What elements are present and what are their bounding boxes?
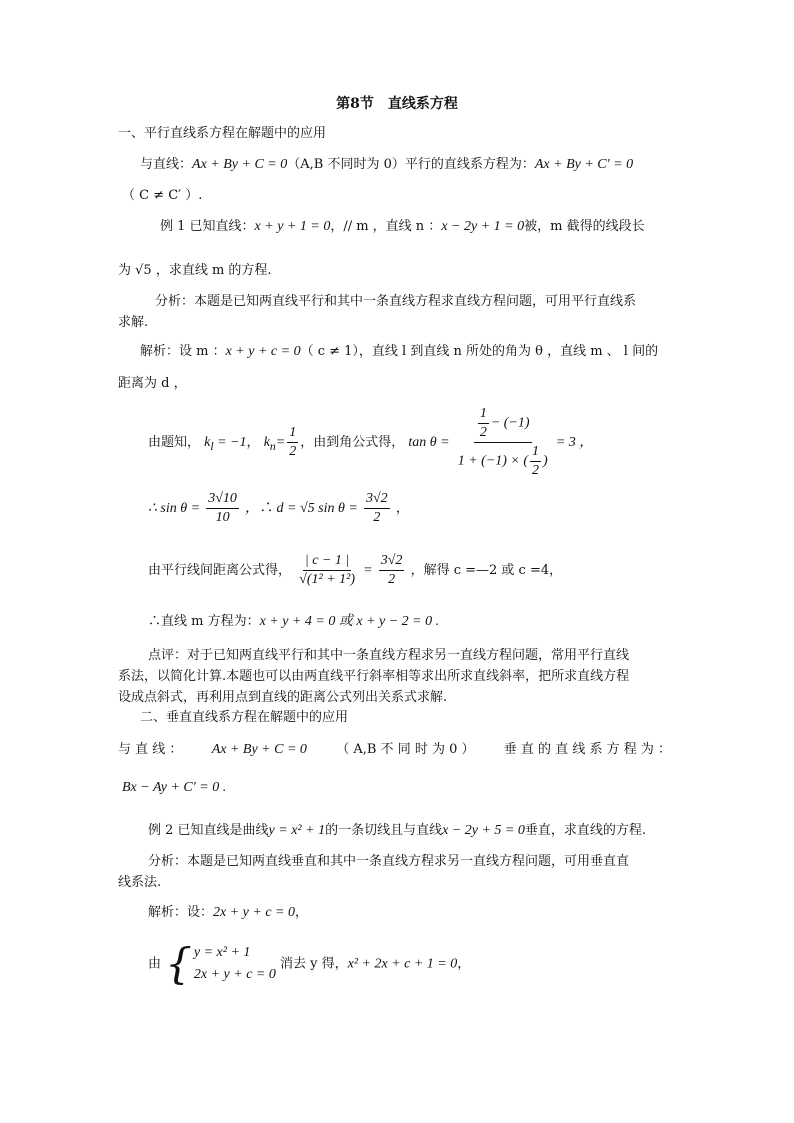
example1-line1: 例 1 已知直线：x + y + 1 = 0，// m ，直线 n ：x − 2y + 1 = 0被，m 截得的线段长 — [160, 219, 645, 234]
equation: Ax + By + C = 0 — [192, 157, 288, 172]
fraction: $\frac{| c - 1 |}{\text{√(1² + 1²)}}$ — [299, 553, 356, 587]
equation: x + y + 4 = 0 或 x + y − 2 = 0 . — [259, 614, 440, 629]
equation: x + y + c = 0 — [225, 344, 301, 359]
equation: Ax + By + C′ = 0 — [534, 157, 634, 172]
comment-line3: 设成点斜式，再利用点到直线的距离公式列出关系式求解. — [118, 690, 448, 705]
equation: x + y + 1 = 0 — [254, 219, 331, 234]
equation: x² + 2x + c + 1 = 0 — [347, 956, 458, 972]
s1-result-line: ∴直线 m 方程为：x + y + 4 = 0 或 x + y − 2 = 0 . — [148, 614, 440, 629]
s1-intro-line: 与直线：Ax + By + C = 0（A,B 不同时为 0）平行的直线系方程为：Ax + By + C′ = 0 — [140, 157, 634, 172]
fraction: $\frac{3√2}{2}$ — [365, 491, 388, 525]
s2-analysis-line2: 线系法. — [118, 875, 162, 890]
fraction: $\frac{3√2}{2}$ — [380, 553, 403, 587]
system-line: 由 { y = x² + 1 2x + y + c = 0 消去 y 得，x² + 2x + c + 1 = 0， — [148, 939, 471, 988]
section2-heading: 二、垂直直线系方程在解题中的应用 — [140, 710, 349, 725]
page-title: 第8节 直线系方程 — [336, 96, 458, 112]
s1-analysis-line1: 分析：本题是已知两直线平行和其中一条直线方程求直线方程问题，可用平行直线系 — [155, 294, 637, 309]
sin-distance-line: ∴ sin θ = $\frac{3√10}{10}$ ，∴ d = √5 sin θ = $\frac{3√2}{2}$ ， — [148, 491, 409, 525]
example1-line2: 为 √5 ，求直线 m 的方程. — [118, 263, 272, 278]
fraction-half: $\frac{1}{2}$ — [289, 425, 297, 459]
distance-formula-line: 由平行线间距离公式得， $\frac{| c - 1 |}{\text{√(1² + 1²)}}$ = $\frac{3√2}{2}$ ，解得 c =—2 或 c =4， — [148, 553, 563, 587]
s1-analysis-line2: 求解. — [118, 315, 149, 330]
equation: x − 2y + 5 = 0 — [442, 823, 525, 838]
equation: Ax + By + C = 0 — [211, 742, 307, 757]
s2-solution-line: 解析：设：2x + y + c = 0， — [148, 905, 309, 920]
section1-heading: 一、平行直线系方程在解题中的应用 — [118, 126, 327, 141]
s1-intro-condition: （ C ≠ C′ ）. — [122, 188, 203, 203]
s2-perp-equation: Bx − Ay + C′ = 0 . — [122, 780, 227, 795]
s2-intro-line: 与 直 线 ： Ax + By + C = 0 （ A,B 不 同 时 为 0 ） 垂 直 的 直 线 系 方 程 为 ： — [118, 740, 671, 760]
fraction: $\frac{3√10}{10}$ — [208, 491, 237, 525]
s1-solution-line1: 解析：设 m ：x + y + c = 0（ c ≠ 1），直线 l 到直线 n 所处的角为 θ ，直线 m 、 l 间的 — [140, 344, 659, 359]
s1-solution-line2: 距离为 d ， — [118, 376, 187, 391]
equation-system: { y = x² + 1 2x + y + c = 0 — [165, 939, 276, 988]
equation: y = x² + 1 — [268, 823, 326, 838]
equation: 2x + y + c = 0 — [213, 905, 295, 920]
equation: x − 2y + 1 = 0 — [441, 219, 525, 234]
comment-line1: 点评：对于已知两直线平行和其中一条直线方程求另一直线方程问题，常用平行直线 — [148, 648, 630, 663]
comment-line2: 系法，以简化计算.本题也可以由两直线平行斜率相等求出所求直线斜率，把所求直线方程 — [118, 669, 630, 684]
s2-analysis-line1: 分析：本题是已知两直线垂直和其中一条直线方程求另一直线方程问题，可用垂直直 — [148, 854, 630, 869]
tan-fraction: $\frac{1}{2}$ − (−1) 1 + (−1) × ( $\frac{1}{2}$ ) — [457, 406, 548, 478]
example2-line: 例 2 已知直线是曲线y = x² + 1的一条切线且与直线x − 2y + 5 = 0垂直，求直线的方程. — [148, 823, 647, 838]
slope-kn: $k_n=$ — [263, 435, 286, 453]
slope-kl: $k_l = -1$ — [204, 435, 247, 453]
tan-formula-line: 由题知， $k_l = -1$， $k_n=$ $\frac{1}{2}$ ，由到角公式得， tan θ = $\frac{1}{2}$ − (−1) 1 + (−1) × ( $\frac{1}{2}$ ) = 3 ， — [148, 406, 594, 478]
left-brace-icon: { — [165, 939, 192, 988]
